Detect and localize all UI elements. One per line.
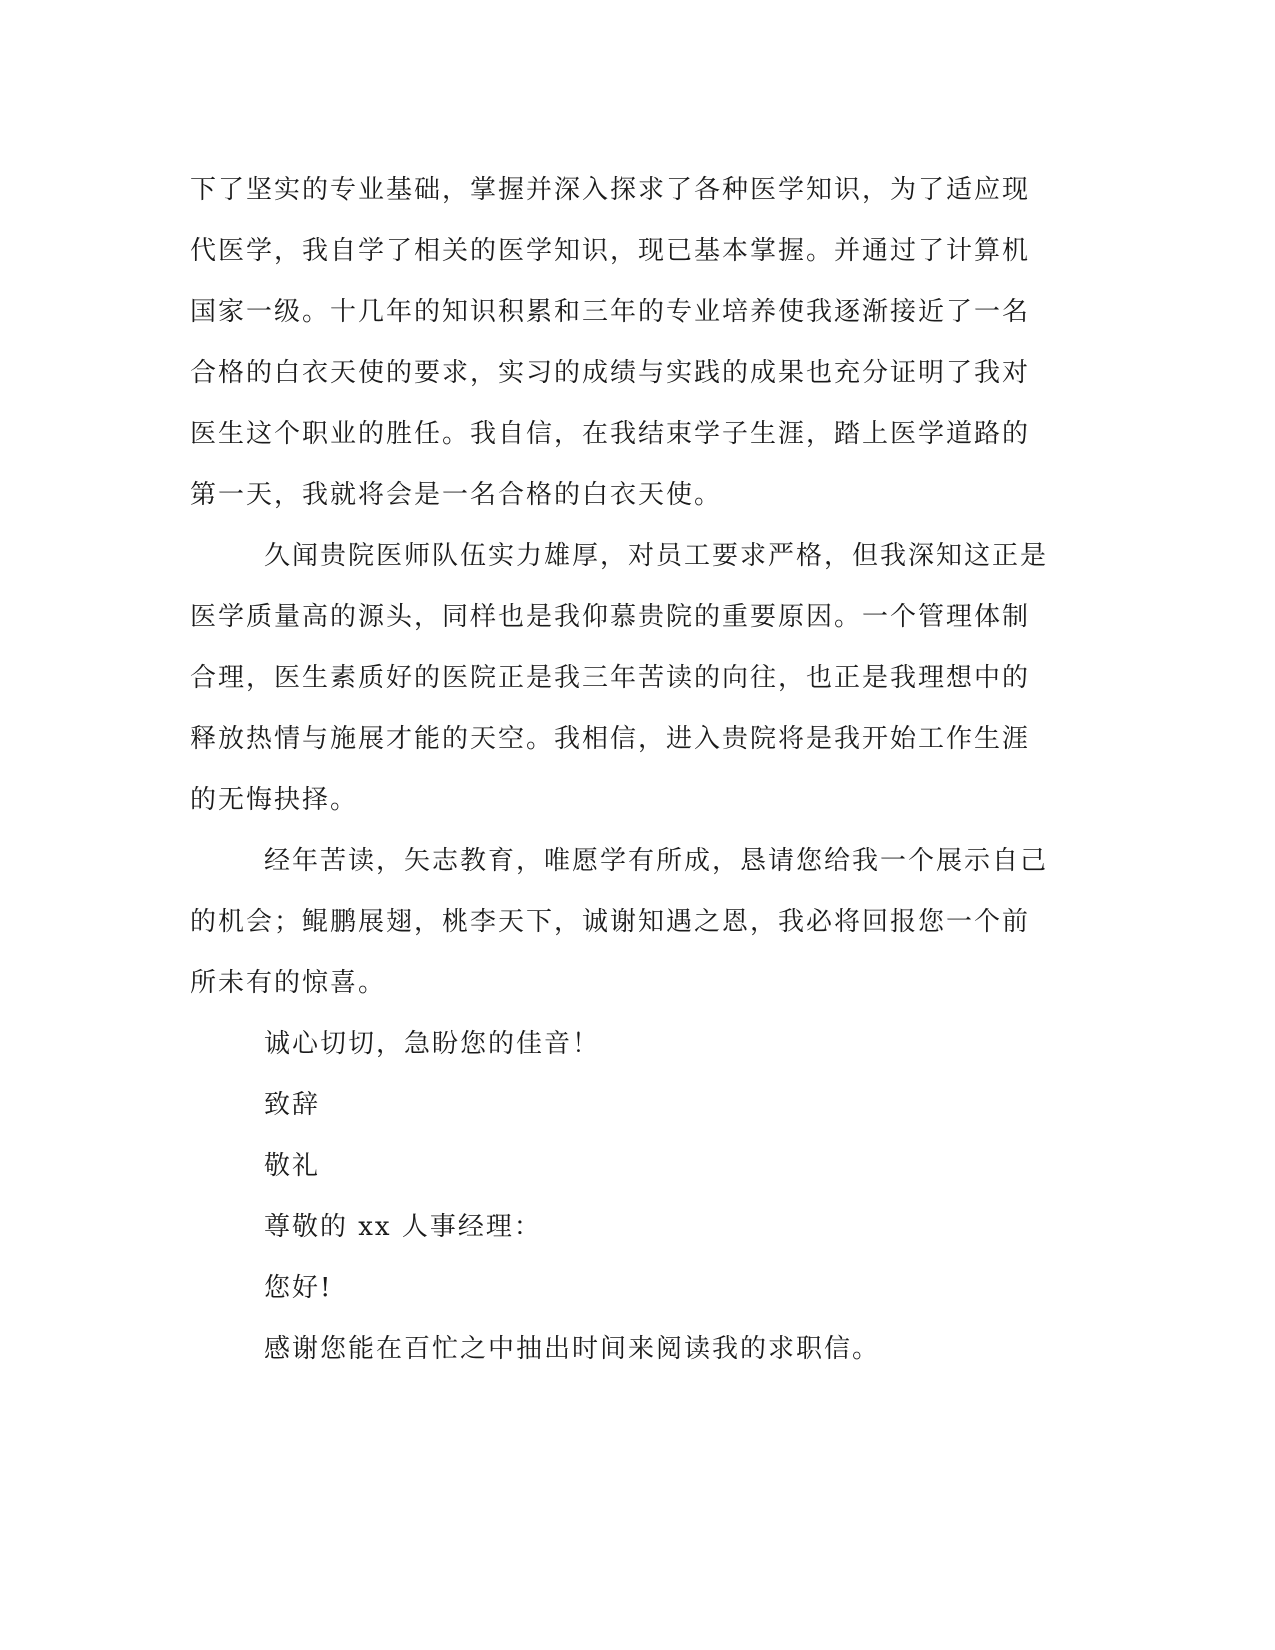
- paragraph-3: [190, 831, 1070, 1014]
- closing-regards: [190, 1136, 1070, 1197]
- text-line: 经年苦读，矢志教育，唯愿学有所成，恳请您给我一个展示自己: [264, 846, 1049, 876]
- text-line: 释放热情与施展才能的天空。我相信，进入贵院将是我开始工作生涯: [190, 724, 1031, 754]
- text-line: 尊敬的 xx 人事经理：: [264, 1212, 542, 1242]
- text-line: 合格的白衣天使的要求，实习的成绩与实践的成果也充分证明了我对: [190, 358, 1031, 388]
- text-line: 合理，医生素质好的医院正是我三年苦读的向往，也正是我理想中的: [190, 663, 1031, 693]
- text-line: 您好!: [264, 1273, 333, 1303]
- text-line: 久闻贵院医师队伍实力雄厚，对员工要求严格，但我深知这正是: [264, 541, 1049, 571]
- letter-body: [190, 160, 1070, 1380]
- text-line: 下了坚实的专业基础，掌握并深入探求了各种医学知识，为了适应现: [190, 175, 1031, 205]
- paragraph-2: [190, 526, 1070, 831]
- text-line: 感谢您能在百忙之中抽出时间来阅读我的求职信。: [264, 1334, 881, 1364]
- text-line: 第一天，我就将会是一名合格的白衣天使。: [190, 480, 723, 510]
- text-line: 所未有的惊喜。: [190, 968, 387, 998]
- text-line: 敬礼: [264, 1151, 321, 1181]
- thanks-line: [190, 1319, 1070, 1380]
- text-line: 的机会；鲲鹏展翅，桃李天下，诚谢知遇之恩，我必将回报您一个前: [190, 907, 1031, 937]
- closing-wish: [190, 1014, 1070, 1075]
- text-line: 代医学，我自学了相关的医学知识，现已基本掌握。并通过了计算机: [190, 236, 1031, 266]
- text-line: 致辞: [264, 1090, 321, 1120]
- text-line: 医学质量高的源头，同样也是我仰慕贵院的重要原因。一个管理体制: [190, 602, 1031, 632]
- text-line: 医生这个职业的胜任。我自信，在我结束学子生涯，踏上医学道路的: [190, 419, 1031, 449]
- greeting-line: [190, 1258, 1070, 1319]
- text-line: 诚心切切，急盼您的佳音！: [264, 1029, 601, 1059]
- text-line: 国家一级。十几年的知识积累和三年的专业培养使我逐渐接近了一名: [190, 297, 1031, 327]
- text-line: 的无悔抉择。: [190, 785, 359, 815]
- addressee-line: [190, 1197, 1070, 1258]
- closing-salutation: [190, 1075, 1070, 1136]
- paragraph-1: [190, 160, 1070, 526]
